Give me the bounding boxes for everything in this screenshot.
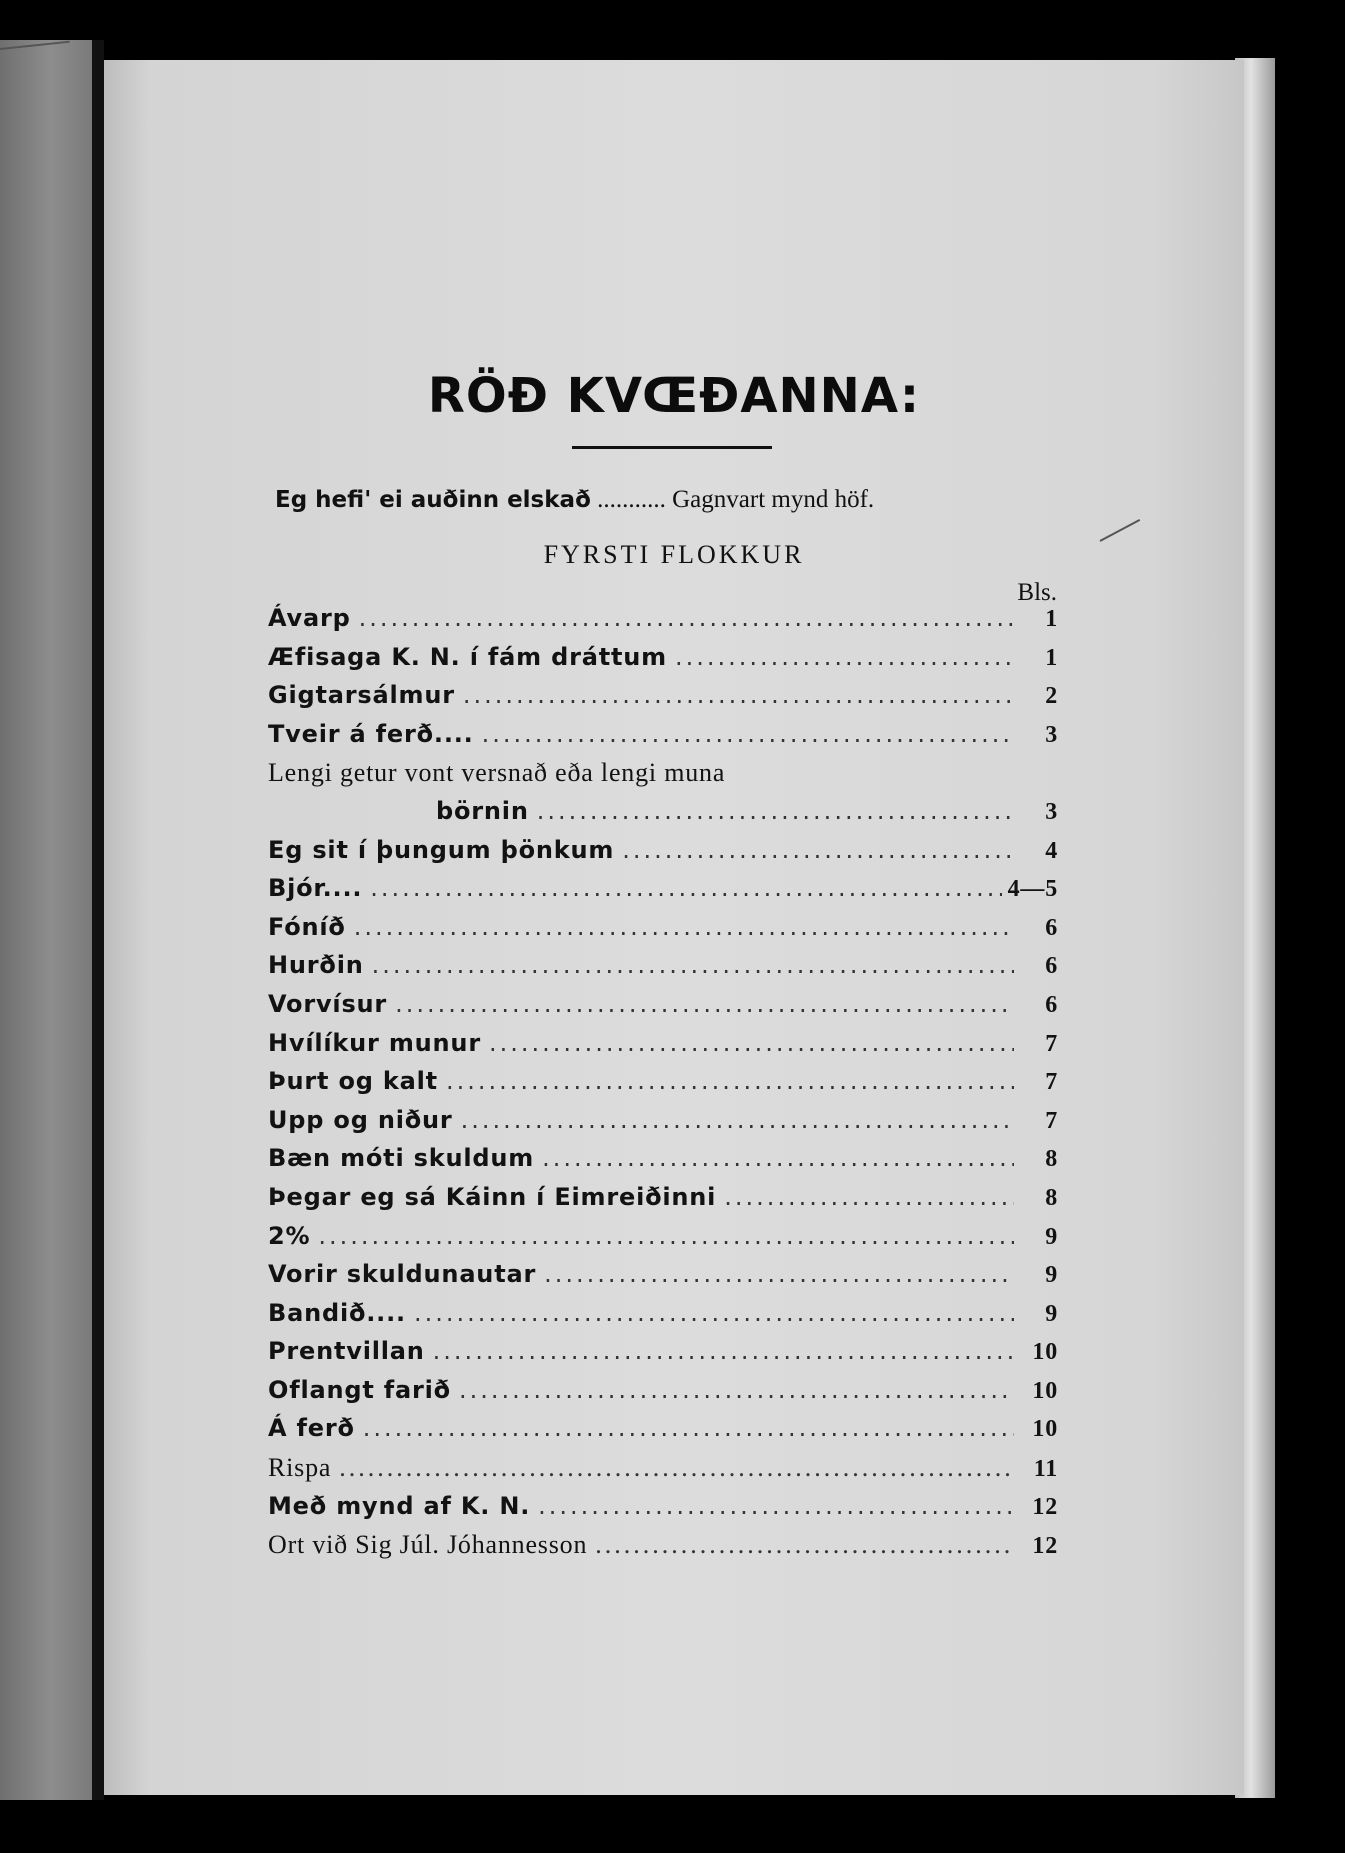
toc-entry — [268, 1376, 1058, 1415]
toc-entry-title: Bandið.... — [268, 1298, 406, 1327]
toc-entry-page: 1 — [1045, 606, 1058, 632]
dot-leader — [370, 874, 1001, 902]
toc-entry-title: 2% — [268, 1221, 311, 1250]
dot-leader — [363, 1414, 1014, 1442]
dot-leader — [489, 1029, 1014, 1057]
toc-entry-title: Bæn móti skuldum — [268, 1144, 535, 1173]
intro-line — [275, 486, 1065, 514]
dot-leader — [339, 1453, 1014, 1483]
toc-entry — [268, 913, 1058, 952]
toc-entry — [268, 1530, 1058, 1569]
page-column-heading: Bls. — [1017, 579, 1057, 606]
toc-entry-page: 7 — [1045, 1107, 1058, 1134]
dot-leader — [595, 1530, 1014, 1560]
toc-entry — [268, 797, 1058, 836]
toc-entry-page: 3 — [1045, 721, 1058, 748]
toc-entry — [268, 990, 1058, 1029]
toc-entry-title: Fóníð — [268, 912, 346, 941]
toc-entry — [268, 758, 1058, 797]
toc-entry — [268, 1183, 1058, 1222]
dot-leader — [482, 720, 1014, 748]
toc-entry — [268, 1492, 1058, 1531]
dot-leader — [395, 990, 1014, 1018]
toc-entry-title: Vorvísur — [268, 989, 388, 1018]
toc-entry-title: Lengi getur vont versnað eða lengi muna — [268, 758, 726, 788]
toc-entry-page: 1 — [1045, 644, 1058, 671]
toc-entry-page: 6 — [1045, 991, 1058, 1018]
toc-entry-page: 3 — [1045, 798, 1058, 825]
toc-entry — [268, 951, 1058, 990]
toc-entry — [268, 1260, 1058, 1299]
dot-leader — [461, 1106, 1014, 1134]
toc-entry-title: Ávarp — [268, 604, 351, 632]
dot-leader — [675, 643, 1014, 671]
toc-entry — [268, 720, 1058, 759]
intro-leader: ........... — [597, 486, 666, 513]
toc-entry-title: Rispa — [268, 1453, 332, 1483]
toc-entry-page: 2 — [1045, 683, 1058, 710]
toc-entry-page: 12 — [1032, 1493, 1058, 1520]
toc-entry-title: Með mynd af K. N. — [268, 1491, 531, 1520]
toc-entry-page: 7 — [1045, 1030, 1058, 1057]
left-facing-page — [0, 40, 92, 1800]
toc-entry-page: 12 — [1032, 1533, 1058, 1560]
toc-entry — [268, 604, 1058, 643]
toc-entry-title: Prentvillan — [268, 1337, 425, 1366]
dot-leader — [414, 1299, 1014, 1327]
toc-entry-page: 10 — [1032, 1339, 1058, 1366]
toc-entry-page: 11 — [1033, 1456, 1058, 1483]
toc-entry-title: Bjór.... — [268, 874, 363, 903]
toc-entry-title: Þurt og kalt — [268, 1067, 438, 1096]
dot-leader — [542, 1144, 1014, 1172]
toc-entry — [268, 681, 1058, 720]
toc-entry-title: Ort við Sig Júl. Jóhannesson — [268, 1530, 588, 1560]
intro-lead: Eg hefi' ei auðinn elskað — [275, 487, 591, 513]
toc-entry-page: 7 — [1045, 1069, 1058, 1096]
dot-leader — [463, 681, 1014, 709]
dot-leader — [359, 604, 1014, 632]
dot-leader — [459, 1376, 1014, 1404]
dot-leader — [537, 797, 1014, 825]
toc-entry-page: 4—5 — [1007, 876, 1058, 903]
toc-entry-page: 9 — [1045, 1223, 1058, 1250]
dot-leader — [544, 1260, 1014, 1288]
dot-leader — [446, 1067, 1014, 1095]
toc-entry-title: Gigtarsálmur — [268, 681, 455, 710]
toc-entry — [268, 1067, 1058, 1106]
toc-entry — [268, 1029, 1058, 1068]
toc-entry-page: 6 — [1045, 914, 1058, 941]
toc-entry-page: 6 — [1045, 953, 1058, 980]
dot-leader — [538, 1492, 1014, 1520]
toc-entry — [268, 1222, 1058, 1261]
section-heading: FYRSTI FLOKKUR — [543, 540, 805, 569]
toc-entry — [268, 836, 1058, 875]
toc-entry — [268, 643, 1058, 682]
toc-entry-page: 9 — [1045, 1262, 1058, 1289]
dot-leader — [318, 1222, 1014, 1250]
page-gutter — [92, 40, 104, 1800]
toc-entry — [268, 1299, 1058, 1338]
toc-entry-page: 8 — [1045, 1184, 1058, 1211]
toc-entry — [268, 874, 1058, 913]
toc-entry-title: Tveir á ferð.... — [268, 719, 474, 748]
toc-entry-title: Æfisaga K. N. í fám dráttum — [268, 642, 667, 671]
toc-entry-title: Hurðin — [268, 951, 364, 980]
toc-entry-page: 9 — [1045, 1300, 1058, 1327]
dot-leader — [433, 1337, 1014, 1365]
dot-leader — [622, 836, 1014, 864]
toc-entry — [268, 1414, 1058, 1453]
toc-entry — [268, 1106, 1058, 1145]
toc-entry-page: 10 — [1032, 1416, 1058, 1443]
toc-entry — [268, 1144, 1058, 1183]
intro-rest: Gagnvart mynd höf. — [672, 486, 875, 513]
toc-entry-page: 10 — [1032, 1377, 1058, 1404]
toc-entry-title: Vorir skuldunautar — [268, 1260, 537, 1289]
toc-entry-title: Upp og niður — [268, 1105, 453, 1134]
page-title: RÖÐ KVŒÐANNA: — [427, 368, 921, 424]
table-of-contents — [268, 604, 1058, 1569]
toc-entry-page: 8 — [1045, 1146, 1058, 1173]
title-rule — [572, 446, 772, 449]
toc-entry-title: Á ferð — [268, 1414, 355, 1443]
toc-entry-title: Hvílíkur munur — [268, 1028, 481, 1057]
toc-entry-title: Eg sit í þungum þönkum — [268, 835, 615, 864]
dot-leader — [724, 1183, 1014, 1211]
toc-entry — [268, 1453, 1058, 1492]
dot-leader — [372, 951, 1014, 979]
toc-entry-page: 4 — [1045, 837, 1058, 864]
toc-entry-title: börnin — [436, 796, 529, 825]
dot-leader — [354, 913, 1014, 941]
toc-entry-title: Þegar eg sá Káinn í Eimreiðinni — [268, 1182, 717, 1211]
toc-entry — [268, 1337, 1058, 1376]
toc-entry-title: Oflangt farið — [268, 1375, 451, 1404]
